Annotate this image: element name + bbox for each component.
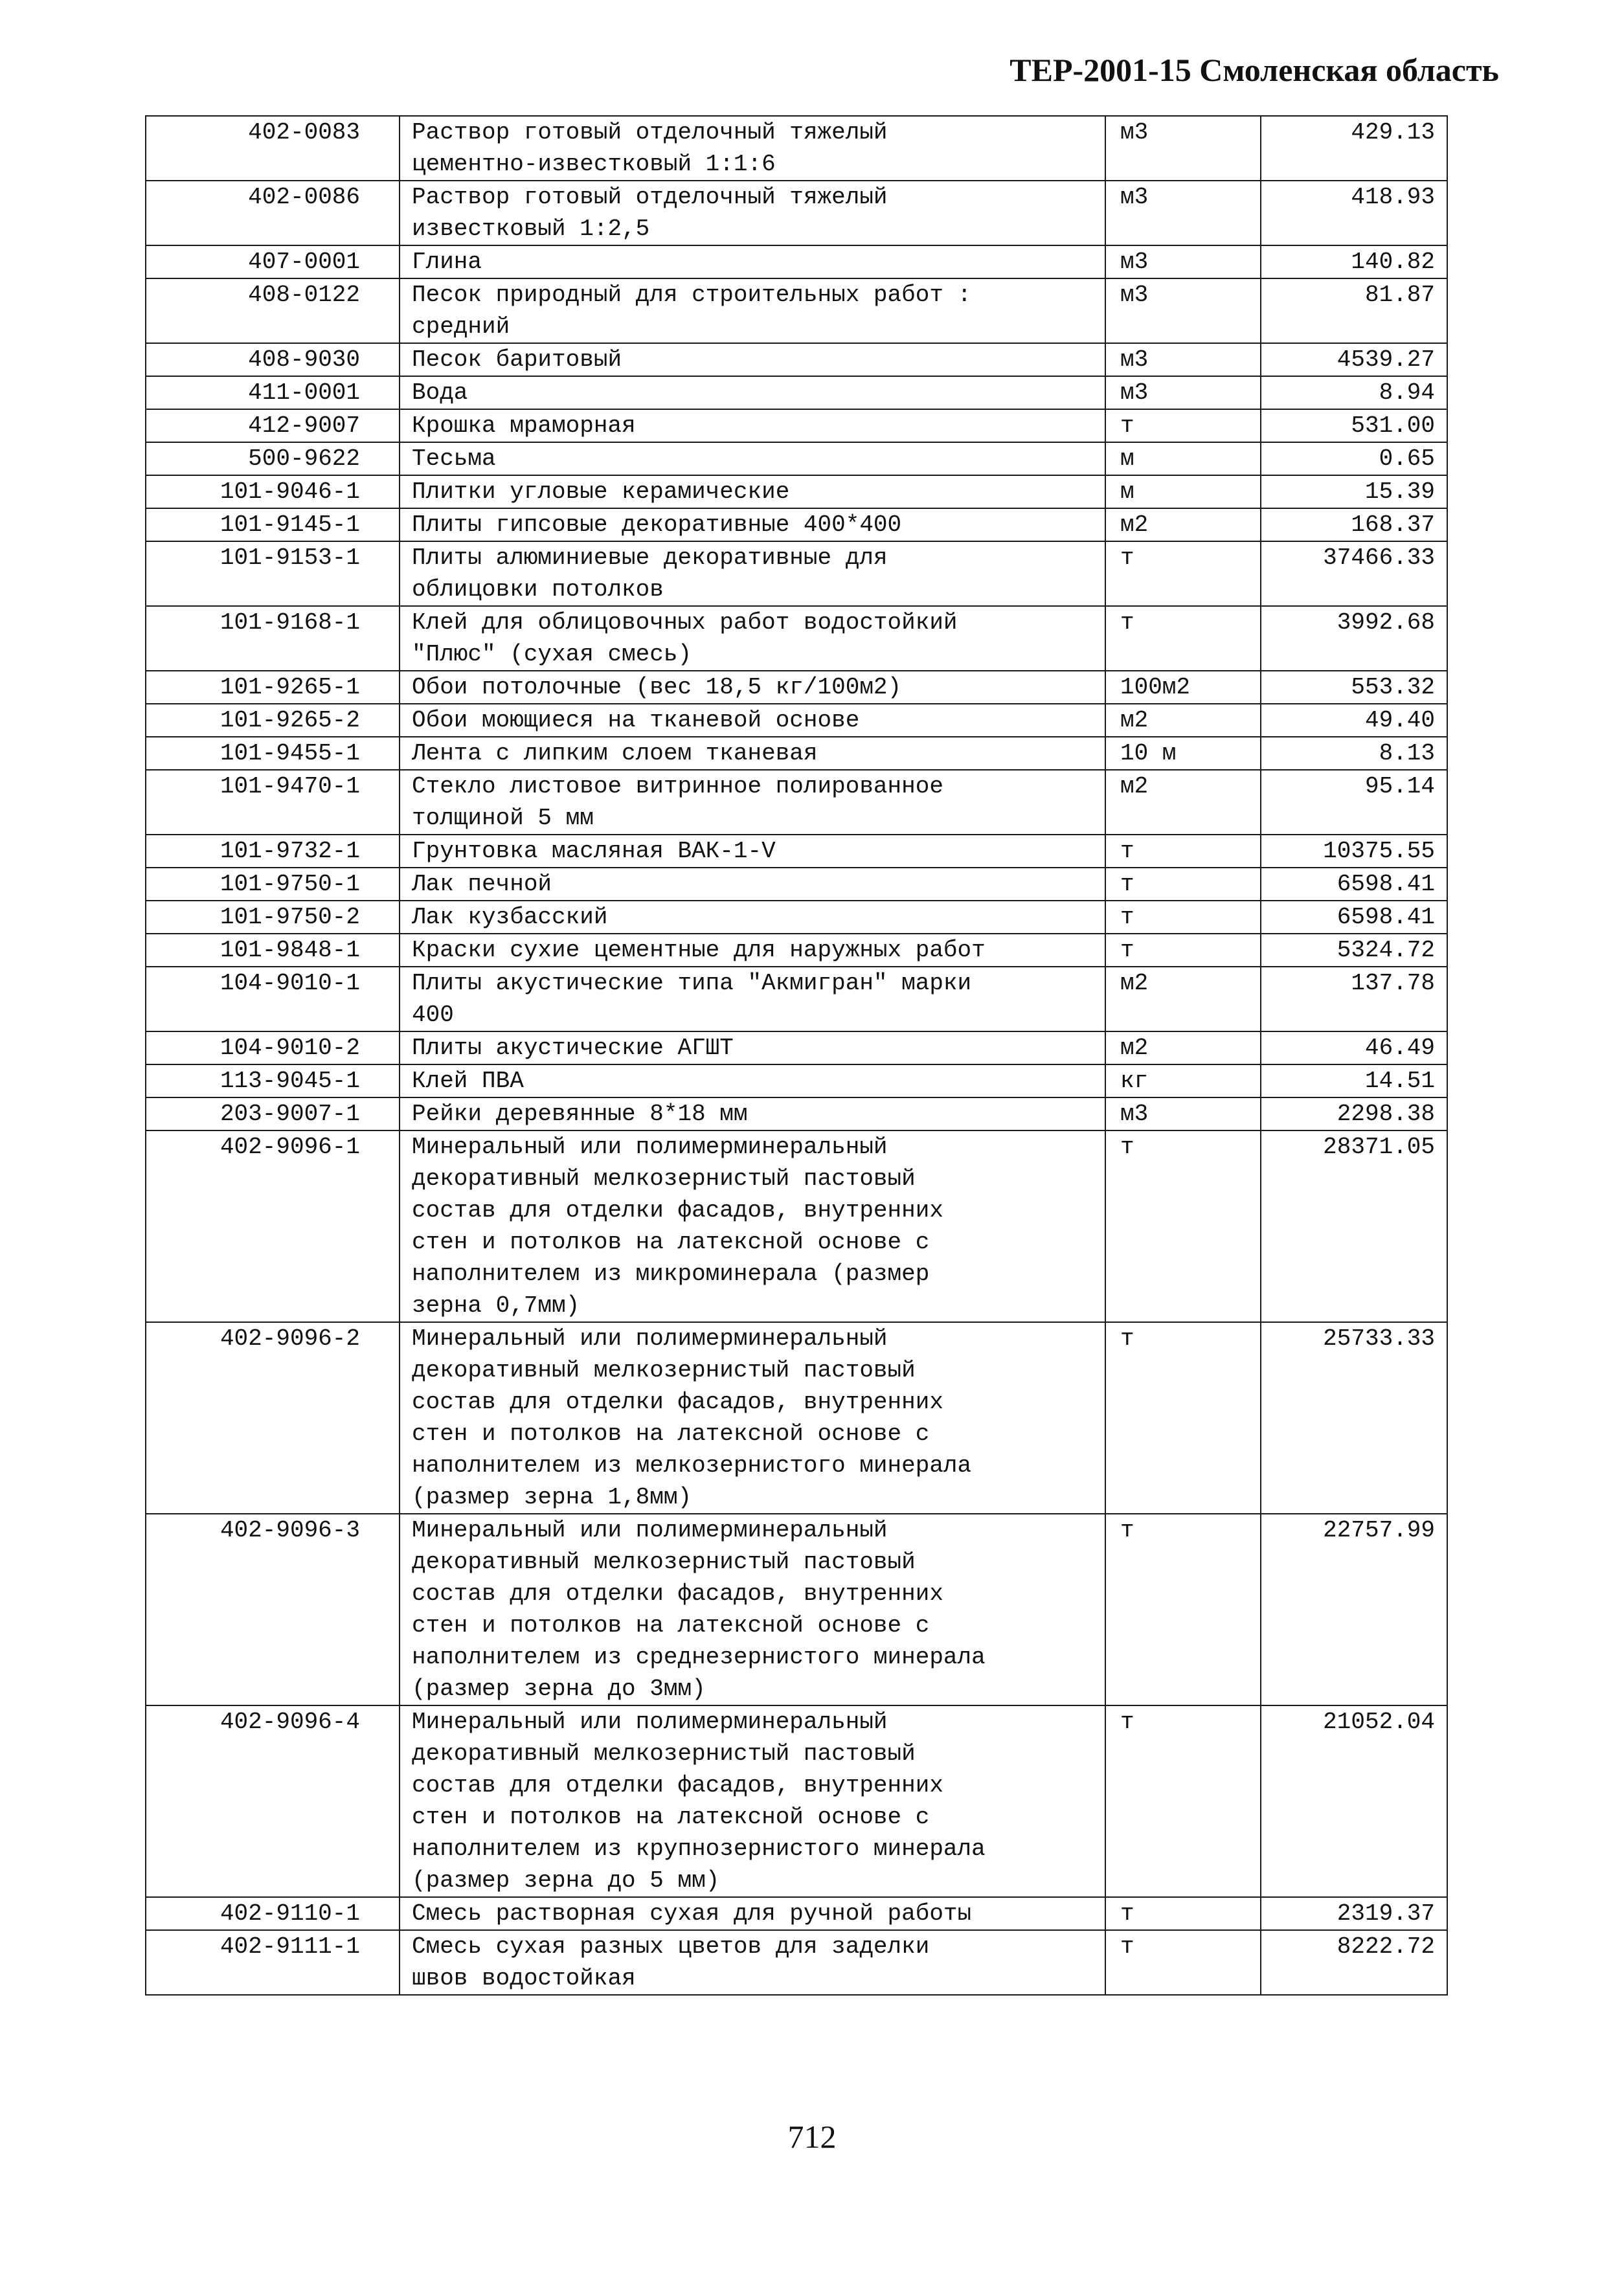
material-code-cell: 402-9096-1	[146, 1130, 400, 1322]
unit-cell: 10 м	[1105, 737, 1261, 770]
unit-cell: м3	[1105, 245, 1261, 278]
material-name-cell: Смесь растворная сухая для ручной работы	[400, 1897, 1105, 1930]
unit-cell: т	[1105, 868, 1261, 901]
table-row	[146, 1097, 1447, 1130]
page-header-title: ТЕР-2001-15 Смоленская область	[1009, 52, 1499, 88]
table-row	[146, 376, 1447, 409]
material-code-cell: 104-9010-2	[146, 1031, 400, 1064]
price-cell: 0.65	[1261, 442, 1447, 475]
table-row	[146, 934, 1447, 967]
material-code-cell: 402-9096-3	[146, 1514, 400, 1705]
table-row	[146, 278, 1447, 343]
price-cell: 2298.38	[1261, 1097, 1447, 1130]
table-row	[146, 770, 1447, 835]
material-code-cell: 402-9110-1	[146, 1897, 400, 1930]
unit-cell: кг	[1105, 1064, 1261, 1097]
material-code-cell: 101-9153-1	[146, 541, 400, 606]
price-cell: 81.87	[1261, 278, 1447, 343]
material-name-cell: Минеральный или полимерминеральный декоративный мелкозернистый пастовый состав для отделки фасадов, внутренних стен и потолков на латексной основе с наполнителем из микроминерала (размер зерна 0,7мм)	[400, 1130, 1105, 1322]
table-row	[146, 606, 1447, 671]
table-row	[146, 1705, 1447, 1897]
material-code-cell: 402-0086	[146, 181, 400, 245]
material-name-cell: Плитки угловые керамические	[400, 475, 1105, 508]
material-name-cell: Минеральный или полимерминеральный декоративный мелкозернистый пастовый состав для отделки фасадов, внутренних стен и потолков на латексной основе с наполнителем из крупнозернистого минерала (размер зерна до 5 мм)	[400, 1705, 1105, 1897]
table-row	[146, 1514, 1447, 1705]
unit-cell: т	[1105, 541, 1261, 606]
table-row	[146, 409, 1447, 442]
material-code-cell: 101-9145-1	[146, 508, 400, 541]
unit-cell: т	[1105, 1322, 1261, 1514]
unit-cell: т	[1105, 1930, 1261, 1995]
price-cell: 8.94	[1261, 376, 1447, 409]
material-name-cell: Клей для облицовочных работ водостойкий "Плюс" (сухая смесь)	[400, 606, 1105, 671]
unit-cell: м2	[1105, 770, 1261, 835]
material-name-cell: Раствор готовый отделочный тяжелый цементно-известковый 1:1:6	[400, 116, 1105, 181]
unit-cell: м	[1105, 475, 1261, 508]
price-cell: 137.78	[1261, 967, 1447, 1031]
table-row	[146, 967, 1447, 1031]
price-cell: 28371.05	[1261, 1130, 1447, 1322]
table-row	[146, 1130, 1447, 1322]
material-name-cell: Песок природный для строительных работ : средний	[400, 278, 1105, 343]
table-row	[146, 442, 1447, 475]
unit-cell: т	[1105, 835, 1261, 868]
price-cell: 6598.41	[1261, 901, 1447, 934]
table-row	[146, 343, 1447, 376]
unit-cell: 100м2	[1105, 671, 1261, 704]
unit-cell: м3	[1105, 376, 1261, 409]
material-name-cell: Клей ПВА	[400, 1064, 1105, 1097]
unit-cell: т	[1105, 409, 1261, 442]
unit-cell: т	[1105, 606, 1261, 671]
material-name-cell: Лак кузбасский	[400, 901, 1105, 934]
material-code-cell: 113-9045-1	[146, 1064, 400, 1097]
material-code-cell: 101-9470-1	[146, 770, 400, 835]
price-cell: 14.51	[1261, 1064, 1447, 1097]
table-row	[146, 508, 1447, 541]
material-name-cell: Песок баритовый	[400, 343, 1105, 376]
material-name-cell: Глина	[400, 245, 1105, 278]
material-name-cell: Крошка мраморная	[400, 409, 1105, 442]
material-code-cell: 101-9732-1	[146, 835, 400, 868]
price-cell: 4539.27	[1261, 343, 1447, 376]
price-table-body	[146, 116, 1447, 1995]
table-row	[146, 737, 1447, 770]
table-row	[146, 245, 1447, 278]
material-code-cell: 101-9046-1	[146, 475, 400, 508]
unit-cell: т	[1105, 934, 1261, 967]
price-cell: 429.13	[1261, 116, 1447, 181]
price-cell: 168.37	[1261, 508, 1447, 541]
table-row	[146, 868, 1447, 901]
price-cell: 2319.37	[1261, 1897, 1447, 1930]
unit-cell: т	[1105, 1705, 1261, 1897]
price-cell: 418.93	[1261, 181, 1447, 245]
table-row	[146, 541, 1447, 606]
table-row	[146, 116, 1447, 181]
page-number: 712	[787, 2119, 837, 2155]
price-cell: 10375.55	[1261, 835, 1447, 868]
price-cell: 46.49	[1261, 1031, 1447, 1064]
unit-cell: м3	[1105, 343, 1261, 376]
unit-cell: т	[1105, 901, 1261, 934]
material-name-cell: Лента с липким слоем тканевая	[400, 737, 1105, 770]
table-row	[146, 671, 1447, 704]
unit-cell: м2	[1105, 704, 1261, 737]
material-code-cell: 104-9010-1	[146, 967, 400, 1031]
unit-cell: м3	[1105, 278, 1261, 343]
material-name-cell: Плиты акустические АГШТ	[400, 1031, 1105, 1064]
material-code-cell: 101-9168-1	[146, 606, 400, 671]
material-code-cell: 402-0083	[146, 116, 400, 181]
material-name-cell: Минеральный или полимерминеральный декоративный мелкозернистый пастовый состав для отделки фасадов, внутренних стен и потолков на латексной основе с наполнителем из мелкозернистого минерала (размер зерна 1,8мм)	[400, 1322, 1105, 1514]
table-row	[146, 1064, 1447, 1097]
price-cell: 95.14	[1261, 770, 1447, 835]
price-cell: 6598.41	[1261, 868, 1447, 901]
price-cell: 25733.33	[1261, 1322, 1447, 1514]
table-row	[146, 835, 1447, 868]
material-code-cell: 101-9750-1	[146, 868, 400, 901]
material-name-cell: Смесь сухая разных цветов для заделки швов водостойкая	[400, 1930, 1105, 1995]
table-row	[146, 901, 1447, 934]
material-name-cell: Грунтовка масляная ВАК-1-V	[400, 835, 1105, 868]
table-row	[146, 1031, 1447, 1064]
material-code-cell: 412-9007	[146, 409, 400, 442]
material-name-cell: Краски сухие цементные для наружных работ	[400, 934, 1105, 967]
table-row	[146, 475, 1447, 508]
material-code-cell: 101-9265-1	[146, 671, 400, 704]
material-name-cell: Вода	[400, 376, 1105, 409]
material-code-cell: 203-9007-1	[146, 1097, 400, 1130]
unit-cell: м2	[1105, 967, 1261, 1031]
price-cell: 37466.33	[1261, 541, 1447, 606]
material-name-cell: Тесьма	[400, 442, 1105, 475]
table-row	[146, 1322, 1447, 1514]
unit-cell: м3	[1105, 181, 1261, 245]
price-cell: 5324.72	[1261, 934, 1447, 967]
unit-cell: м3	[1105, 1097, 1261, 1130]
price-cell: 531.00	[1261, 409, 1447, 442]
unit-cell: м2	[1105, 1031, 1261, 1064]
material-name-cell: Стекло листовое витринное полированное толщиной 5 мм	[400, 770, 1105, 835]
unit-cell: т	[1105, 1130, 1261, 1322]
material-code-cell: 402-9111-1	[146, 1930, 400, 1995]
price-cell: 21052.04	[1261, 1705, 1447, 1897]
price-cell: 22757.99	[1261, 1514, 1447, 1705]
material-code-cell: 101-9848-1	[146, 934, 400, 967]
material-name-cell: Плиты алюминиевые декоративные для облицовки потолков	[400, 541, 1105, 606]
unit-cell: м3	[1105, 116, 1261, 181]
table-row	[146, 1897, 1447, 1930]
material-code-cell: 402-9096-4	[146, 1705, 400, 1897]
material-name-cell: Плиты гипсовые декоративные 400*400	[400, 508, 1105, 541]
table-row	[146, 181, 1447, 245]
price-table	[145, 115, 1448, 1996]
unit-cell: т	[1105, 1514, 1261, 1705]
material-code-cell: 407-0001	[146, 245, 400, 278]
price-cell: 8222.72	[1261, 1930, 1447, 1995]
unit-cell: м	[1105, 442, 1261, 475]
price-cell: 15.39	[1261, 475, 1447, 508]
material-code-cell: 101-9265-2	[146, 704, 400, 737]
table-row	[146, 704, 1447, 737]
price-cell: 553.32	[1261, 671, 1447, 704]
material-name-cell: Минеральный или полимерминеральный декоративный мелкозернистый пастовый состав для отделки фасадов, внутренних стен и потолков на латексной основе с наполнителем из среднезернистого минерала (размер зерна до 3мм)	[400, 1514, 1105, 1705]
material-name-cell: Плиты акустические типа "Акмигран" марки 400	[400, 967, 1105, 1031]
price-table-container	[145, 115, 1448, 1996]
material-code-cell: 402-9096-2	[146, 1322, 400, 1514]
material-name-cell: Лак печной	[400, 868, 1105, 901]
price-cell: 49.40	[1261, 704, 1447, 737]
material-name-cell: Обои потолочные (вес 18,5 кг/100м2)	[400, 671, 1105, 704]
price-cell: 3992.68	[1261, 606, 1447, 671]
table-row	[146, 1930, 1447, 1995]
material-name-cell: Рейки деревянные 8*18 мм	[400, 1097, 1105, 1130]
material-name-cell: Раствор готовый отделочный тяжелый известковый 1:2,5	[400, 181, 1105, 245]
material-code-cell: 101-9750-2	[146, 901, 400, 934]
material-name-cell: Обои моющиеся на тканевой основе	[400, 704, 1105, 737]
material-code-cell: 500-9622	[146, 442, 400, 475]
unit-cell: т	[1105, 1897, 1261, 1930]
material-code-cell: 408-0122	[146, 278, 400, 343]
material-code-cell: 411-0001	[146, 376, 400, 409]
material-code-cell: 408-9030	[146, 343, 400, 376]
price-cell: 8.13	[1261, 737, 1447, 770]
unit-cell: м2	[1105, 508, 1261, 541]
material-code-cell: 101-9455-1	[146, 737, 400, 770]
price-cell: 140.82	[1261, 245, 1447, 278]
